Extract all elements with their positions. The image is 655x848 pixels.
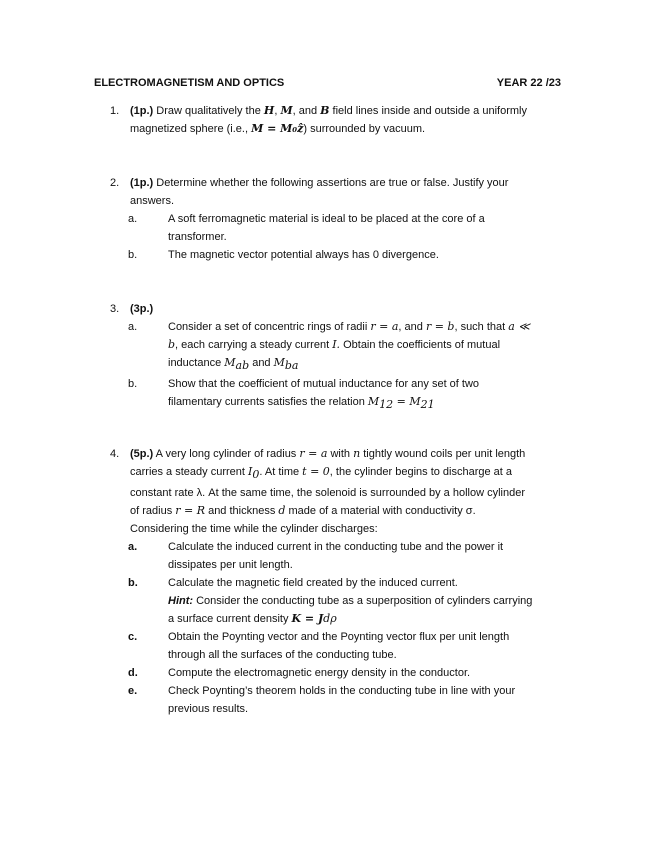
text: Determine whether the following assertions are true or false. Justify your	[153, 177, 509, 189]
text: previous results.	[168, 703, 249, 716]
math: r = a	[299, 447, 328, 460]
text: made of a material with conductivity σ.	[285, 505, 476, 518]
math: K = J	[291, 612, 324, 626]
text: The magnetic vector potential always has 0 divergence.	[168, 249, 439, 261]
text-line	[168, 336, 570, 354]
math: M	[409, 395, 421, 409]
math: I	[248, 465, 253, 478]
question-number: 1.	[110, 105, 120, 117]
math-m: M	[280, 104, 293, 117]
math: r = b	[425, 320, 455, 333]
text: ,	[274, 105, 281, 117]
question-line	[130, 102, 570, 120]
question-line	[130, 192, 570, 210]
text: carries a steady current	[130, 466, 248, 478]
text: A very long cylinder of radius	[153, 448, 300, 460]
page-header	[94, 77, 561, 93]
math-b: B	[320, 104, 330, 117]
sub-label: a.	[128, 541, 138, 554]
question-line: constant rate λ. At the same time, the solenoid is surrounded by a hollow cylinder	[130, 487, 525, 500]
sub-label: b.	[128, 378, 138, 391]
math: b	[168, 338, 176, 351]
math: a ≪	[508, 320, 530, 333]
question-line	[130, 463, 570, 484]
sub-item-a	[130, 210, 570, 246]
sub-label: a.	[128, 213, 138, 225]
sub-label: b.	[128, 577, 138, 590]
text: and thickness	[205, 505, 279, 518]
text: Draw qualitatively the	[153, 105, 264, 117]
text: Compute the electromagnetic energy density in the conductor.	[168, 667, 471, 680]
text: Consider a set of concentric rings of radii	[168, 321, 371, 333]
sub-label: b.	[128, 249, 138, 261]
text: magnetized sphere (i.e.,	[130, 123, 252, 135]
sub-label: a.	[128, 321, 138, 333]
sub-label: d.	[128, 667, 138, 680]
course-title: ELECTROMAGNETISM AND OPTICS	[94, 77, 285, 89]
question-body	[130, 102, 570, 138]
question-number: 4.	[110, 448, 120, 460]
math: n	[353, 447, 361, 460]
hint-label: Hint:	[168, 595, 194, 608]
question-line	[130, 300, 570, 318]
sub-item-b	[130, 246, 570, 264]
text-line	[168, 318, 570, 336]
math: dρ	[323, 612, 337, 626]
text: Calculate the magnetic field created by the induced current.	[168, 577, 458, 590]
text: filamentary currents satisfies the relation	[168, 396, 368, 409]
text: tightly wound coils per unit length	[360, 448, 526, 460]
math-subscript: 21	[420, 398, 435, 412]
question-body	[130, 174, 570, 264]
question-line	[130, 174, 570, 192]
math-subscript: 0	[252, 468, 260, 482]
text: of radius	[130, 505, 176, 518]
text: through all the surfaces of the conducting tube.	[168, 649, 397, 662]
question-line: Considering the time while the cylinder discharges:	[130, 523, 378, 536]
sub-item-e	[130, 682, 570, 718]
math-subscript: ba	[284, 359, 299, 373]
text: , and	[292, 105, 321, 117]
points: (1p.)	[130, 105, 154, 117]
text: inductance	[168, 357, 225, 369]
sub-label: c.	[128, 631, 138, 644]
text: Consider the conducting tube as a superposition of cylinders carrying	[193, 595, 533, 608]
text: Calculate the induced current in the conducting tube and the power it	[168, 541, 504, 554]
text: Show that the coefficient of mutual inductance for any set of two	[168, 378, 480, 391]
math-magnetization: M = M₀ẑ	[251, 122, 304, 135]
math-subscript: ab	[235, 359, 250, 373]
sub-item-b	[130, 375, 570, 414]
text-line	[168, 393, 570, 414]
text: Obtain the Poynting vector and the Poynting vector flux per unit length	[168, 631, 510, 644]
math-subscript: 12	[379, 398, 394, 412]
sub-item-a	[130, 538, 570, 574]
points: (3p.)	[130, 303, 154, 315]
text: , each carrying a steady current	[175, 339, 333, 351]
question-line	[130, 445, 570, 463]
sub-label: e.	[128, 685, 138, 698]
sub-item-b	[130, 574, 570, 628]
text: with	[327, 448, 354, 460]
question-number: 2.	[110, 177, 120, 189]
question-line	[130, 120, 570, 138]
sub-item-c	[130, 628, 570, 664]
sub-item-d	[130, 664, 570, 682]
sub-item-a	[130, 318, 570, 375]
text: , the cylinder begins to discharge at a	[329, 466, 513, 478]
math: M	[367, 395, 380, 409]
question-body	[130, 300, 570, 414]
question-line	[130, 502, 570, 520]
text: Check Poynting’s theorem holds in the conducting tube in line with your	[168, 685, 516, 698]
text: , such that	[454, 321, 509, 333]
math: I.	[332, 338, 341, 351]
math: r = R	[175, 504, 206, 518]
text: Obtain the coefficients of mutual	[340, 339, 501, 351]
text: dissipates per unit length.	[168, 559, 293, 572]
text: . At time	[259, 466, 303, 478]
text: , and	[398, 321, 426, 333]
math: d	[278, 504, 286, 518]
academic-year: YEAR 22 /23	[496, 77, 561, 89]
text: field lines inside and outside a uniformly	[329, 105, 527, 117]
text: and	[249, 357, 274, 369]
math: M	[273, 356, 285, 369]
math: =	[393, 395, 410, 409]
points: (5p.)	[130, 448, 154, 460]
text-line	[168, 592, 570, 610]
math: M	[224, 356, 236, 369]
question-number: 3.	[110, 303, 120, 315]
text: A soft ferromagnetic material is ideal to be placed at the core of a	[168, 213, 485, 225]
points: (1p.)	[130, 177, 154, 189]
text: transformer.	[168, 231, 227, 243]
text: a surface current density	[168, 613, 292, 626]
text-line	[168, 610, 570, 628]
math-h: H	[263, 104, 275, 117]
math: t = 0	[302, 465, 330, 478]
text: answers.	[130, 195, 175, 207]
text: ) surrounded by vacuum.	[303, 123, 426, 135]
question-body	[130, 445, 570, 718]
text-line	[168, 354, 570, 375]
math: r = a	[370, 320, 399, 333]
